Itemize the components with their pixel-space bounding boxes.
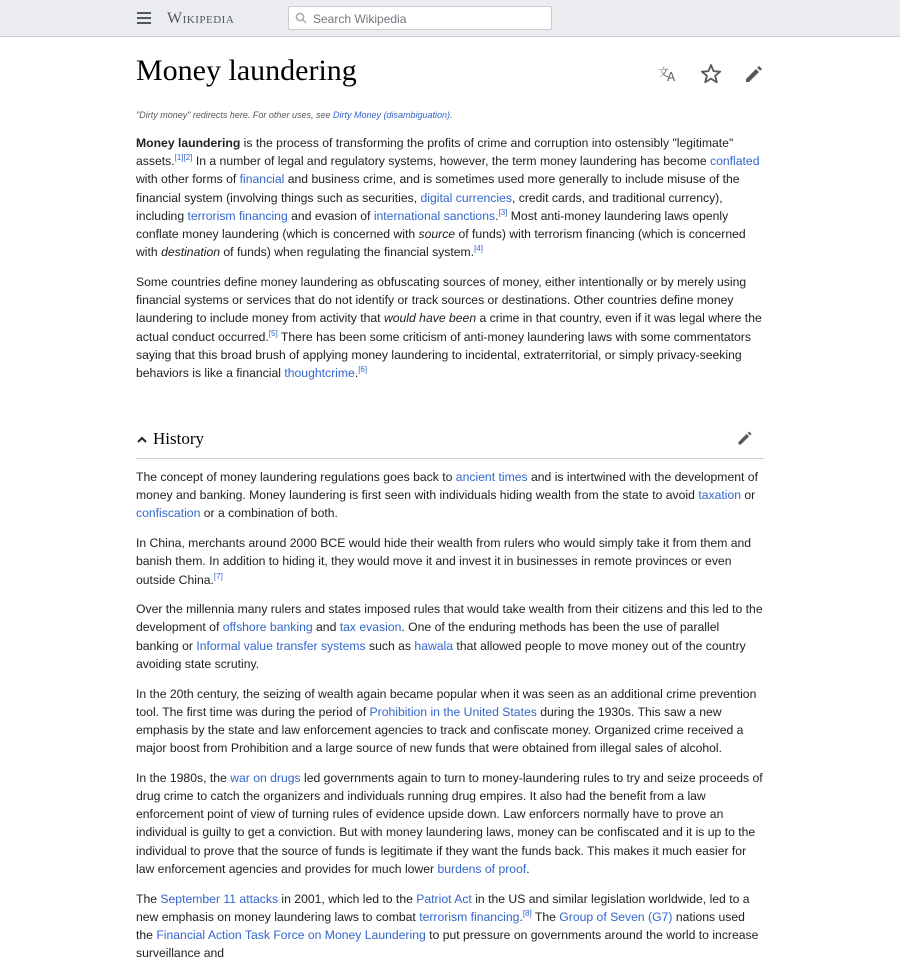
- text: and business crime, and is sometimes used more generally to include misuse of the financial system (involving things such as securities,: [136, 172, 740, 205]
- search-icon: [295, 12, 307, 24]
- link-thoughtcrime[interactable]: thoughtcrime: [284, 365, 355, 380]
- link-financial[interactable]: financial: [239, 172, 285, 187]
- text: , credit cards, and traditional currency), including: [136, 190, 723, 223]
- section-title-history: History: [153, 429, 204, 448]
- text: to put pressure on governments around the world to increase surveillance and: [136, 927, 759, 961]
- search-box[interactable]: [288, 6, 552, 30]
- hatnote: [136, 110, 453, 120]
- text: .: [354, 365, 359, 380]
- text: is the process of transforming the profits of crime and corruption into ostensibly "legitimate" assets.: [136, 136, 734, 169]
- text: of funds) when regulating the financial system.: [220, 245, 475, 260]
- link-patriot-act[interactable]: Patriot Act: [416, 891, 472, 906]
- text: The: [136, 891, 161, 906]
- link-confiscation[interactable]: confiscation: [136, 506, 201, 521]
- text: of funds) with terrorism financing (which is concerned with: [136, 227, 746, 260]
- link-informal-value-transfer[interactable]: Informal value transfer systems: [196, 638, 366, 653]
- text: led governments again to turn to money-laundering rules to try and seize proceeds of drug crime to catch the organizers and individuals running drug empires. It also had the benefit from a law enforcement point of view of turning rules of evidence upside down. Law enforcers normally have to prove an individual is guilty to get a conviction. But with money laundering laws, money can be confiscated and it is up to the individual to prove that the source of funds is legitimate if they want the funds back. This makes it much easier for law enforcement agencies and provides for much lower: [136, 770, 763, 876]
- text: Over the millennia many rulers and states imposed rules that would take wealth from their citizens and this led to the development of: [136, 602, 763, 635]
- citation-link[interactable]: [8]: [522, 908, 532, 918]
- wikipedia-wordmark[interactable]: Wikipedia: [167, 10, 235, 27]
- search-input[interactable]: [311, 9, 549, 29]
- history-paragraph-4: [136, 685, 764, 758]
- citation-link[interactable]: [5]: [268, 328, 278, 338]
- text: In China, merchants around 2000 BCE would hide their wealth from rulers who would simply take it from them and banish them. In addition to hiding it, they would move it and invest it in businesses in remote provinces or even outside China.: [136, 536, 752, 587]
- intro-paragraph-1: [136, 134, 764, 261]
- svg-text:文: 文: [658, 66, 669, 79]
- history-paragraph-5: [136, 769, 764, 878]
- text: In the 20th century, the seizing of wealth again became popular when it was seen as an additional crime prevention tool. The first time was during the period of: [136, 686, 757, 719]
- link-terrorism-financing[interactable]: terrorism financing: [187, 208, 288, 223]
- text: .: [519, 909, 523, 924]
- text: that allowed people to move money out of the country avoiding state scrutiny.: [136, 638, 746, 671]
- language-icon: [657, 63, 679, 85]
- link-prohibition[interactable]: Prohibition in the United States: [369, 704, 537, 719]
- citation-link[interactable]: [7]: [213, 571, 223, 581]
- watch-star-button[interactable]: [700, 63, 722, 85]
- star-icon: [700, 63, 722, 85]
- intro-section: [136, 134, 764, 394]
- link-hawala[interactable]: hawala: [414, 638, 454, 653]
- language-button[interactable]: [657, 63, 679, 85]
- hatnote-text: "Dirty money" redirects here. For other uses, see: [136, 110, 333, 120]
- link-fatf[interactable]: Financial Action Task Force on Money Laundering: [156, 927, 426, 942]
- text: There has been some criticism of anti-money laundering laws with some commentators saying that this broad brush of applying money laundering to incidental, extraterritorial, or simply privacy-seeking behaviors is like a financial: [136, 329, 751, 380]
- text: Some countries define money laundering as obfuscating sources of money, either intentionally or by merely using financial systems or services that do not identify or track sources or destinations. Other countries define money laundering to include money from activity that: [136, 274, 747, 326]
- citation-link[interactable]: [1]: [174, 153, 184, 163]
- text: . One of the enduring methods has been the use of parallel banking or: [136, 620, 720, 653]
- text: or a combination of both.: [200, 506, 338, 521]
- text: .: [495, 208, 499, 223]
- history-paragraph-3: [136, 600, 764, 673]
- edit-pencil-icon: [743, 63, 765, 85]
- italic-text: would have been: [383, 311, 477, 326]
- link-g7[interactable]: Group of Seven (G7): [559, 909, 673, 924]
- citation-link[interactable]: [4]: [474, 244, 483, 254]
- bold-term: Money laundering: [136, 136, 241, 150]
- text: or: [741, 488, 756, 503]
- text: and: [312, 620, 340, 635]
- italic-text: destination: [161, 245, 221, 260]
- history-paragraph-2: [136, 534, 764, 589]
- text: with other forms of: [136, 172, 240, 187]
- citation-link[interactable]: [2]: [183, 153, 193, 163]
- link-war-on-drugs[interactable]: war on drugs: [230, 770, 301, 785]
- link-taxation[interactable]: taxation: [698, 488, 741, 503]
- svg-text:A: A: [667, 70, 676, 84]
- intro-paragraph-2: [136, 273, 764, 382]
- text: in the US and similar legislation worldwide, led to a new emphasis on money laundering laws to combat: [136, 891, 750, 924]
- text: during the 1930s. This saw a new emphasis by the state and law enforcement agencies to track and confiscate money. Organized crime received a major boost from Prohibition and a large source of new funds that were obtained from illegal sales of alcohol.: [136, 704, 744, 756]
- link-digital-currencies[interactable]: digital currencies: [420, 190, 512, 205]
- history-section: [136, 468, 764, 974]
- menu-icon[interactable]: [137, 11, 152, 24]
- text: The concept of money laundering regulations goes back to: [136, 470, 456, 484]
- text: Most anti-money laundering laws openly conflate money laundering (which is concerned with: [136, 208, 729, 242]
- link-burdens-of-proof[interactable]: burdens of proof: [437, 861, 527, 876]
- text: and evasion of: [287, 208, 374, 223]
- citation-link[interactable]: [3]: [498, 207, 508, 217]
- text: a crime in that country, even if it was legal where the actual conduct occurred.: [136, 311, 762, 344]
- link-september-11[interactable]: September 11 attacks: [160, 891, 279, 906]
- text: and is intertwined with the development of money and banking. Money laundering is first seen with individuals hiding wealth from the state to avoid: [136, 470, 758, 503]
- hatnote-link[interactable]: Dirty Money (disambiguation): [332, 110, 451, 120]
- text: In the 1980s, the: [136, 770, 231, 785]
- text: nations used the: [136, 909, 745, 942]
- hatnote-period: .: [450, 110, 453, 120]
- chevron-up-icon[interactable]: [136, 434, 148, 446]
- edit-pencil-icon[interactable]: [736, 429, 754, 447]
- edit-page-button[interactable]: [743, 63, 765, 85]
- text: such as: [365, 638, 415, 653]
- page-title: Money laundering: [136, 54, 357, 87]
- link-international-sanctions[interactable]: international sanctions: [373, 208, 496, 223]
- history-section-header[interactable]: [136, 425, 764, 459]
- top-header: [0, 0, 900, 37]
- italic-text: source: [418, 227, 456, 242]
- link-terrorism-financing[interactable]: terrorism financing: [419, 909, 520, 924]
- history-paragraph-6: [136, 890, 764, 963]
- link-conflated[interactable]: conflated: [710, 154, 760, 169]
- citation-link[interactable]: [6]: [358, 364, 368, 374]
- link-ancient-times[interactable]: ancient times: [455, 470, 528, 484]
- history-paragraph-1: [136, 468, 764, 523]
- link-offshore-banking[interactable]: offshore banking: [222, 620, 313, 635]
- text: .: [526, 861, 530, 876]
- link-tax-evasion[interactable]: tax evasion: [339, 620, 402, 635]
- text: The: [531, 909, 560, 924]
- text: in 2001, which led to the: [278, 891, 417, 906]
- text: In a number of legal and regulatory systems, however, the term money laundering has become: [192, 154, 711, 169]
